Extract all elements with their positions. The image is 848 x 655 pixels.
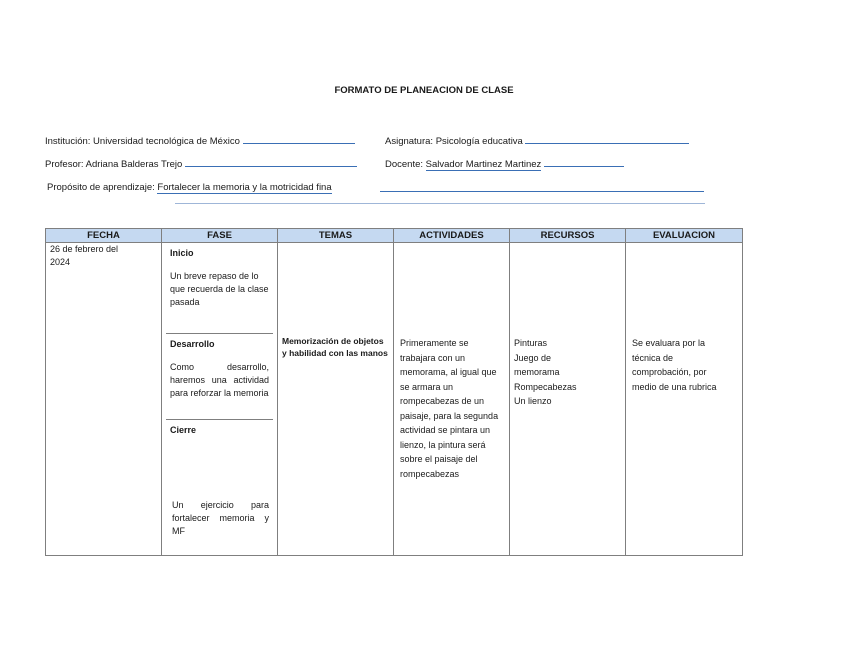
docente-line xyxy=(385,156,624,170)
asignatura-blank xyxy=(525,133,689,144)
recursos-cell xyxy=(510,243,626,556)
actividades-text: Primeramente se trabajara con un memorama, al igual que se armara un rompecabezas de un paisaje, para la segunda actividad se pintara un lienzo, la pintura será sobre el paisaje del rompecabezas xyxy=(400,338,499,479)
fase-cierre-text: Un ejercicio para fortalecer memoria y MF xyxy=(172,500,269,536)
actividades-cell xyxy=(394,243,510,556)
temas-cell: Memorización de objetos y habilidad con las manos xyxy=(278,243,394,556)
header-temas: TEMAS xyxy=(278,229,394,243)
evaluacion-cell xyxy=(626,243,743,556)
fase-cierre-title: Cierre xyxy=(170,425,197,435)
fase-desarrollo-title: Desarrollo xyxy=(170,339,215,349)
profesor-line xyxy=(45,156,357,170)
fase-inicio xyxy=(166,243,273,334)
docente-label: Docente: xyxy=(385,159,424,170)
fase-desarrollo xyxy=(166,334,273,420)
proposito-second-line xyxy=(175,203,705,204)
fase-inicio-text: Un breve repaso de lo que recuerda de la clase pasada xyxy=(170,271,269,307)
docente-blank xyxy=(544,156,624,167)
fase-desarrollo-text: Como desarrollo, haremos una actividad para reforzar la memoria xyxy=(170,362,269,398)
fase-cierre xyxy=(166,420,273,555)
header-fecha: FECHA xyxy=(46,229,162,243)
proposito-line xyxy=(47,182,332,193)
recursos-item: Juego de memorama xyxy=(514,352,560,377)
table-row xyxy=(46,243,743,556)
fecha-text: 26 de febrero del 2024 xyxy=(50,244,119,267)
header-fase: FASE xyxy=(162,229,278,243)
fase-inicio-title: Inicio xyxy=(170,248,194,258)
header-evaluacion: EVALUACION xyxy=(626,229,743,243)
recursos-item: Rompecabezas xyxy=(514,381,577,392)
document-title: FORMATO DE PLANEACION DE CLASE xyxy=(334,85,514,96)
proposito-label: Propósito de aprendizaje: xyxy=(47,182,155,193)
evaluacion-text: Se evaluara por la técnica de comprobación, por medio de una rubrica xyxy=(632,338,717,392)
asignatura-text: Asignatura: Psicología educativa xyxy=(385,136,523,147)
profesor-text: Profesor: Adriana Balderas Trejo xyxy=(45,159,183,170)
institucion-line xyxy=(45,133,355,147)
asignatura-line xyxy=(385,133,689,147)
profesor-blank xyxy=(185,156,357,167)
table-header-row xyxy=(46,229,743,243)
proposito-blank-line xyxy=(380,191,704,192)
recursos-item: Pinturas xyxy=(514,338,548,348)
planning-table xyxy=(45,228,743,556)
proposito-value: Fortalecer la memoria y la motricidad fina xyxy=(157,182,332,193)
institucion-text: Institución: Universidad tecnológica de México xyxy=(45,136,240,147)
fase-cell xyxy=(162,243,278,556)
fecha-cell xyxy=(46,243,162,556)
recursos-item: Un lienzo xyxy=(514,396,552,406)
institucion-blank xyxy=(243,133,355,144)
header-recursos: RECURSOS xyxy=(510,229,626,243)
docente-value: Salvador Martinez Martinez xyxy=(425,159,542,170)
header-actividades: ACTIVIDADES xyxy=(394,229,510,243)
